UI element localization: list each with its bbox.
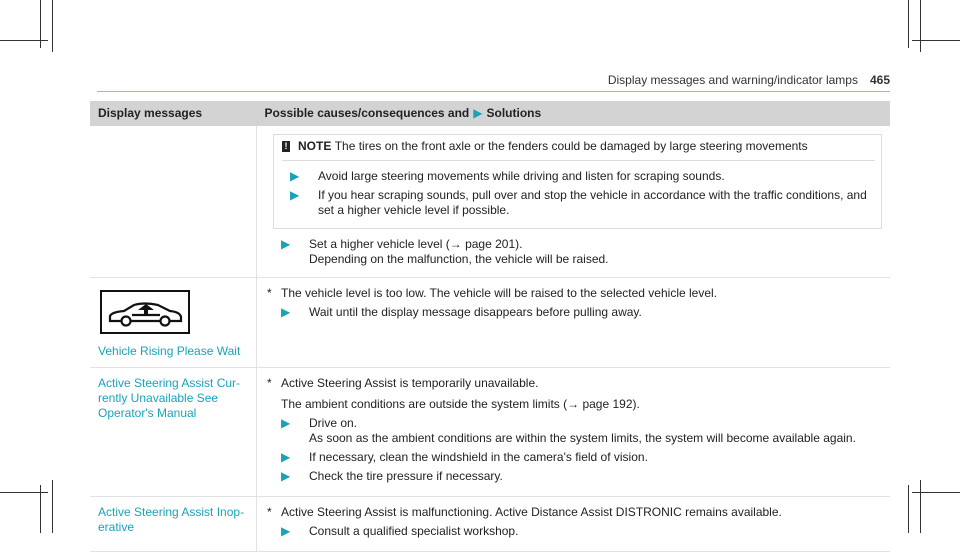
causes-cell: [257, 126, 891, 278]
page-header: [608, 73, 890, 87]
crop-mark: [0, 40, 48, 41]
table-row: [90, 497, 890, 552]
table-row: [90, 126, 890, 278]
solution-text: Depending on the malfunction, the vehicle will be raised.: [309, 252, 609, 266]
col-header-causes: Possible causes/consequences and ▶ Solutions: [257, 101, 891, 126]
arrow-icon: ▶: [473, 106, 483, 120]
arrow-icon: ▶: [281, 524, 291, 538]
vehicle-raise-icon: [100, 290, 190, 334]
solution-text: Check the tire pressure if necessary.: [309, 469, 503, 483]
arrow-icon: ▶: [281, 305, 291, 319]
message-cell: [90, 497, 257, 552]
cause-text: Active Steering Assist is temporarily unavailable.: [281, 376, 539, 390]
solution-text: As soon as the ambient conditions are within the system limits, the system will become available again.: [309, 431, 856, 445]
cause-text: The vehicle level is too low. The vehicle will be raised to the selected vehicle level.: [281, 286, 718, 300]
arrow-icon: ▶: [281, 469, 291, 483]
cause-text: Active Steering Assist is malfunctioning. Active Distance Assist DISTRONIC remains available.: [281, 505, 782, 519]
warning-icon: !: [282, 141, 290, 152]
message-cell: [90, 278, 257, 368]
note-box: [273, 134, 882, 229]
arrow-icon: ▶: [281, 237, 291, 251]
table-header-row: [90, 101, 890, 126]
message-label: Active Steering Assist Inop-erative: [98, 505, 245, 534]
causes-cell: * Active Steering Assist is malfunctioning. Active Distance Assist DISTRONIC remains available. ▶ Consult a qualified specialist workshop.: [257, 497, 891, 552]
display-messages-table: [90, 101, 890, 552]
note-text: The tires on the front axle or the fenders could be damaged by large steering movements: [334, 139, 808, 153]
crop-mark: [52, 0, 53, 52]
table-row: [90, 368, 890, 497]
crop-mark: [920, 480, 921, 533]
message-label: Active Steering Assist Cur-rently Unavailable See Operator's Manual: [98, 376, 241, 420]
solution-text: Set a higher vehicle level (→ page 201).: [309, 237, 523, 251]
message-label: Vehicle Rising Please Wait: [98, 344, 241, 358]
message-cell: [90, 368, 257, 497]
causes-cell: * Active Steering Assist is temporarily unavailable. The ambient conditions are outside the system limits (→ page 192). ▶ Drive on. As soon as the ambient conditions are within the system limits, the system will become available again. ▶ If necessary, clean the windshield in the camera's field of vision. ▶ Check the tire pressure if necessary.: [257, 368, 891, 497]
causes-cell: * The vehicle level is too low. The vehicle will be raised to the selected vehicle level. ▶ Wait until the display message disappears before pulling away.: [257, 278, 891, 368]
message-cell: [90, 126, 257, 278]
table-row: [90, 278, 890, 368]
arrow-icon: ▶: [281, 450, 291, 464]
solution-text: If necessary, clean the windshield in the camera's field of vision.: [309, 450, 648, 464]
note-bullet: Avoid large steering movements while driving and listen for scraping sounds.: [318, 169, 725, 183]
solution-text: Drive on.: [309, 416, 358, 430]
crop-mark: [908, 485, 909, 533]
crop-mark: [908, 0, 909, 48]
crop-mark: [0, 492, 48, 493]
arrow-icon: ▶: [281, 416, 291, 430]
arrow-icon: ▶: [290, 188, 300, 202]
note-label: NOTE: [298, 139, 332, 153]
arrow-icon: ▶: [290, 169, 300, 183]
note-bullet: If you hear scraping sounds, pull over and stop the vehicle in accordance with the traffic conditions, and set a higher vehicle level if possible.: [318, 188, 867, 217]
col-header-messages: Display messages: [90, 101, 257, 126]
header-title: Display messages and warning/indicator lamps: [607, 73, 858, 87]
solution-text: Wait until the display message disappears before pulling away.: [309, 305, 642, 319]
page-number: 465: [869, 73, 890, 87]
crop-mark: [52, 480, 53, 533]
header-rule: [97, 91, 890, 92]
cause-paragraph: The ambient conditions are outside the system limits (→ page 192).: [281, 397, 640, 411]
solution-text: Consult a qualified specialist workshop.: [309, 524, 519, 538]
crop-mark: [920, 0, 921, 52]
